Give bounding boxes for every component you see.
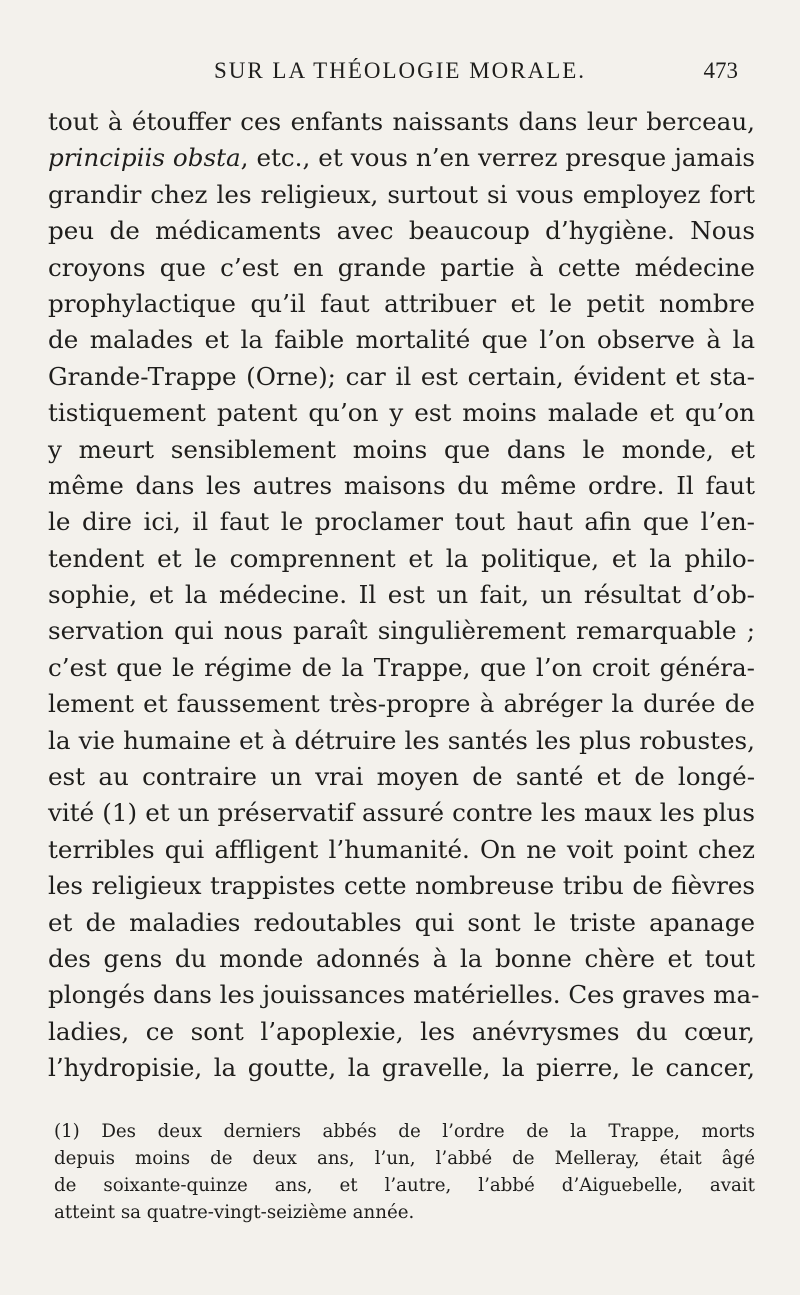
- latin-phrase: principiis obsta: [48, 143, 241, 173]
- text-line: des gens du monde adonnés à la bonne chère et tout: [48, 943, 755, 973]
- text-line: la vie humaine et à détruire les santés les plus robustes,: [48, 725, 755, 755]
- running-title: SUR LA THÉOLOGIE MORALE.: [213, 58, 587, 83]
- footnote-line: depuis moins de deux ans, l’un, l’abbé de Melleray, était âgé: [54, 1148, 755, 1169]
- text-line-rest: , etc., et vous n’en verrez presque jamais: [240, 143, 755, 173]
- text-line: de malades et la faible mortalité que l’on observe à la: [48, 325, 755, 355]
- text-line: tendent et le comprennent et la politique, et la philo-: [48, 543, 755, 573]
- text-line: ladies, ce sont l’apoplexie, les anévrysmes du cœur,: [48, 1016, 755, 1046]
- text-line: même dans les autres maisons du même ordre. Il faut: [48, 470, 755, 500]
- text-line: et de maladies redoutables qui sont le triste apanage: [48, 907, 755, 937]
- text-line: [48, 140, 755, 176]
- text-line: vité (1) et un préservatif assuré contre les maux les plus: [48, 798, 755, 828]
- text-line: tout à étouffer ces enfants naissants dans leur berceau,: [48, 107, 755, 136]
- footnote: [54, 1118, 755, 1226]
- footnote-line: (1) Des deux derniers abbés de l’ordre de la Trappe, morts: [54, 1121, 755, 1142]
- text-line: plongés dans les jouissances matérielles. Ces graves ma-: [48, 980, 760, 1010]
- text-line: Grande-Trappe (Orne); car il est certain, évident et sta-: [48, 361, 755, 391]
- text-line: grandir chez les religieux, surtout si vous employez fort: [48, 179, 755, 209]
- text-line: est au contraire un vrai moyen de santé et de longé-: [48, 762, 755, 792]
- main-text: [48, 104, 760, 1087]
- page-number: 473: [703, 58, 738, 83]
- text-line: croyons que c’est en grande partie à cette médecine: [48, 252, 755, 282]
- text-line: c’est que le régime de la Trappe, que l’on croit généra-: [48, 652, 755, 682]
- text-line: le dire ici, il faut le proclamer tout haut afin que l’en-: [48, 507, 755, 537]
- text-line: l’hydropisie, la goutte, la gravelle, la pierre, le cancer,: [48, 1053, 755, 1083]
- text-line: tistiquement patent qu’on y est moins malade et qu’on: [48, 398, 755, 428]
- text-line: servation qui nous paraît singulièrement remarquable ;: [48, 616, 755, 646]
- footnote-line: de soixante-quinze ans, et l’autre, l’abbé d’Aiguebelle, avait: [54, 1175, 755, 1196]
- text-line: sophie, et la médecine. Il est un fait, un résultat d’ob-: [48, 580, 755, 610]
- text-line: y meurt sensiblement moins que dans le monde, et: [48, 434, 755, 464]
- footnote-line: atteint sa quatre-vingt-seizième année.: [54, 1202, 415, 1223]
- text-line: peu de médicaments avec beaucoup d’hygiène. Nous: [48, 216, 755, 246]
- text-line: terribles qui affligent l’humanité. On ne voit point chez: [48, 834, 755, 864]
- text-line: lement et faussement très-propre à abréger la durée de: [48, 689, 755, 719]
- page-header: [0, 52, 800, 92]
- text-line: prophylactique qu’il faut attribuer et le petit nombre: [48, 288, 755, 318]
- text-line: les religieux trappistes cette nombreuse tribu de fièvres: [48, 871, 755, 901]
